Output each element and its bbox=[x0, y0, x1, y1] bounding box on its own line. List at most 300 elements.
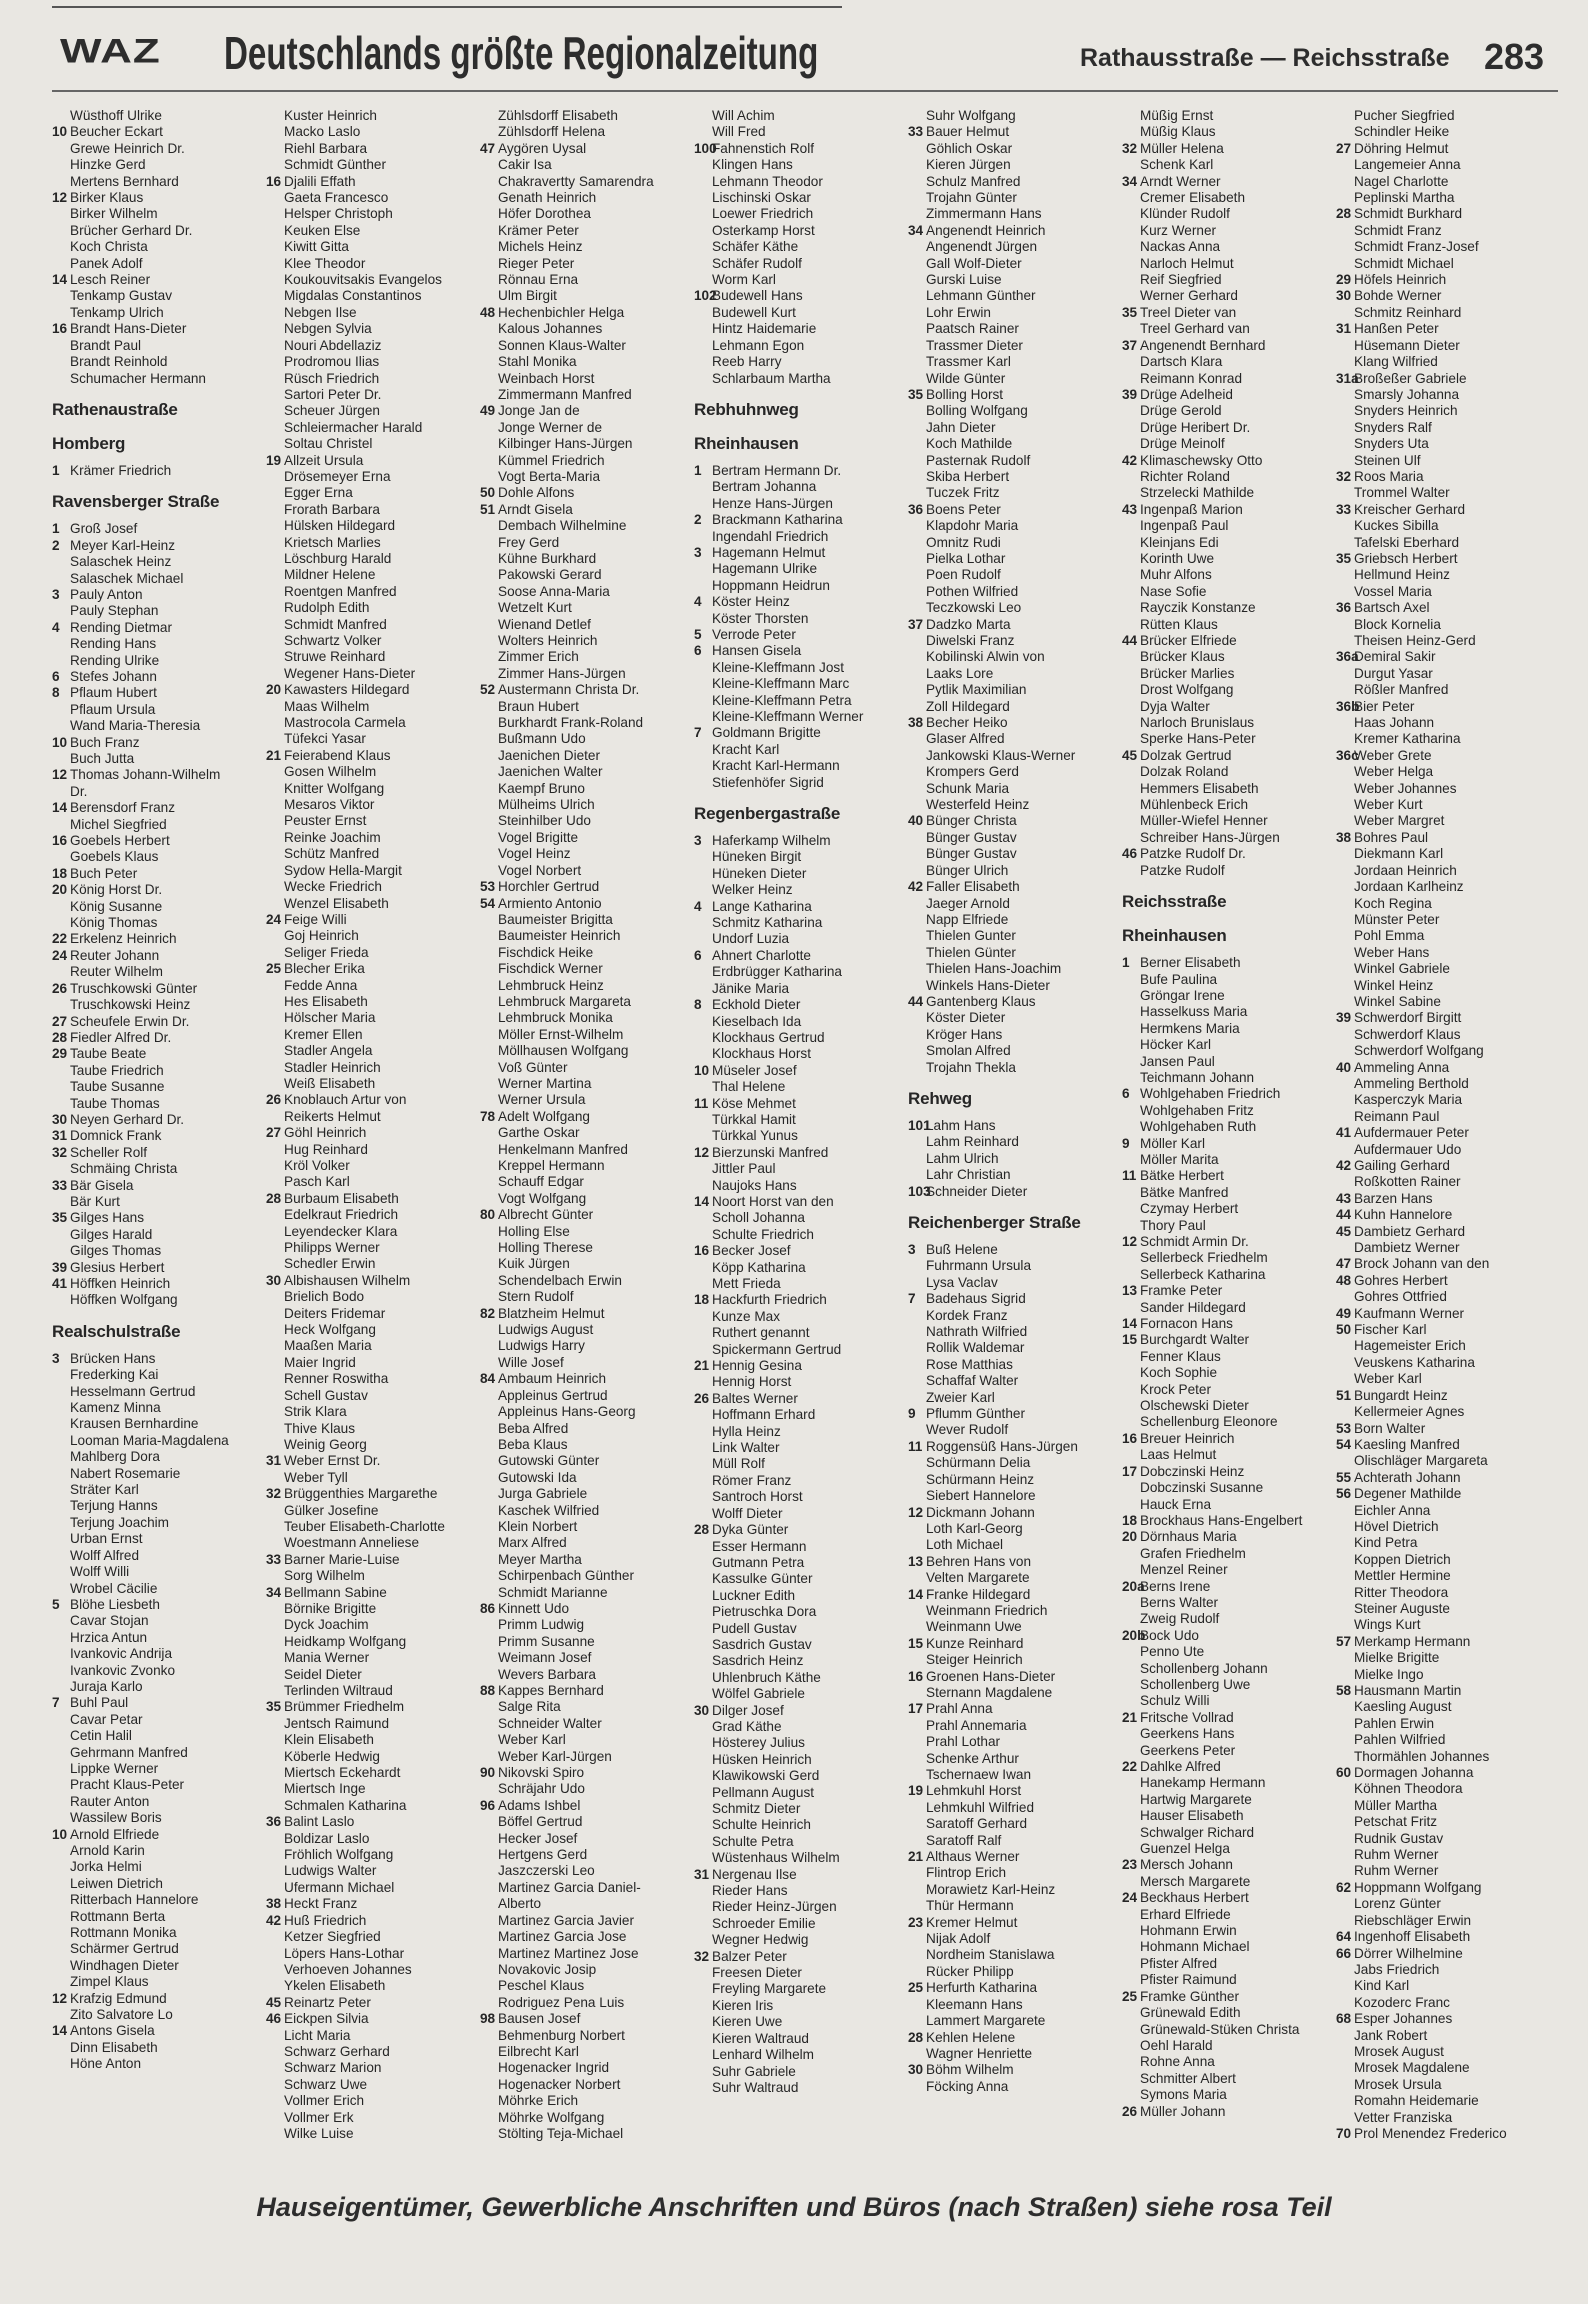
street-heading: Rathenaustraße bbox=[52, 399, 178, 419]
resident-name: König Thomas bbox=[70, 915, 158, 931]
house-number: 29 bbox=[1336, 272, 1352, 288]
resident-name: Wolff Willi bbox=[70, 1564, 130, 1580]
resident-name: Vogel Heinz bbox=[498, 846, 571, 862]
listing-entry bbox=[266, 1092, 471, 1108]
resident-name: Höffken Heinrich bbox=[70, 1276, 171, 1291]
listing-entry bbox=[1122, 1234, 1327, 1250]
listing-entry bbox=[908, 1390, 1113, 1406]
resident-name: Sellerbeck Katharina bbox=[1140, 1266, 1266, 1282]
resident-name: Rottmann Monika bbox=[70, 1925, 177, 1941]
listing-entry bbox=[266, 1338, 471, 1354]
listing-entry bbox=[480, 1371, 685, 1387]
resident-name: Spickermann Gertrud bbox=[712, 1341, 842, 1357]
listing-entry bbox=[266, 1568, 471, 1584]
resident-name: Bierzunski Manfred bbox=[712, 1144, 829, 1160]
resident-name: Henkelmann Manfred bbox=[498, 1141, 628, 1157]
listing-entry bbox=[52, 321, 257, 337]
resident-name: Sperke Hans-Peter bbox=[1140, 731, 1256, 747]
resident-name: Jentsch Raimund bbox=[284, 1715, 390, 1731]
listing-entry bbox=[480, 174, 685, 190]
resident-name: Schaffaf Walter bbox=[926, 1373, 1019, 1389]
listing-entry bbox=[908, 666, 1113, 682]
listing-entry bbox=[480, 1158, 685, 1174]
listing-entry bbox=[52, 1351, 257, 1367]
resident-name: Salaschek Heinz bbox=[70, 554, 172, 570]
listing-entry bbox=[1122, 1874, 1327, 1890]
resident-name: Angenendt Jürgen bbox=[926, 239, 1038, 255]
resident-name: Kuster Heinrich bbox=[284, 108, 377, 123]
resident-name: Kalous Johannes bbox=[498, 321, 603, 337]
listing-entry bbox=[480, 797, 685, 813]
listing-entry bbox=[908, 338, 1113, 354]
listing-entry bbox=[694, 1850, 899, 1866]
listing-entry bbox=[1122, 1021, 1327, 1037]
resident-name: Windhagen Dieter bbox=[70, 1957, 179, 1973]
house-number: 35 bbox=[52, 1210, 68, 1226]
resident-name: Reimann Paul bbox=[1354, 1108, 1440, 1124]
listing-entry bbox=[1122, 1004, 1327, 1020]
listing-entry bbox=[694, 1653, 899, 1669]
house-number: 100 bbox=[694, 140, 717, 156]
listing-entry bbox=[908, 1406, 1113, 1422]
resident-name: Reuter Johann bbox=[70, 947, 160, 963]
listing-entry bbox=[480, 666, 685, 682]
resident-name: Schäfer Käthe bbox=[712, 239, 799, 255]
resident-name: Will Achim bbox=[712, 108, 775, 123]
listing-entry bbox=[908, 1734, 1113, 1750]
house-number: 35 bbox=[266, 1699, 282, 1715]
resident-name: Drost Wolfgang bbox=[1140, 682, 1234, 698]
resident-name: Werner Martina bbox=[498, 1075, 592, 1091]
resident-name: Wüstenhaus Wilhelm bbox=[712, 1850, 840, 1866]
listing-entry bbox=[52, 931, 257, 947]
listing-entry bbox=[1122, 1677, 1327, 1693]
resident-name: Baumeister Brigitta bbox=[498, 911, 613, 927]
resident-name: Loth Michael bbox=[926, 1537, 1004, 1553]
resident-name: Juraja Karlo bbox=[70, 1678, 143, 1694]
resident-name: Müller Helena bbox=[1140, 140, 1224, 156]
resident-name: Nabert Rosemarie bbox=[70, 1465, 181, 1481]
resident-name: Fischer Karl bbox=[1354, 1322, 1427, 1338]
house-number: 6 bbox=[1122, 1086, 1130, 1102]
listing-entry bbox=[1122, 1283, 1327, 1299]
listing-entry bbox=[1122, 305, 1327, 321]
resident-name: Winkel Gabriele bbox=[1354, 961, 1450, 977]
listing-entry bbox=[1336, 879, 1541, 895]
resident-name: Kleine-Kleffmann Marc bbox=[712, 676, 850, 692]
listing-entry bbox=[52, 1145, 257, 1161]
house-number: 19 bbox=[908, 1783, 924, 1799]
house-number: 35 bbox=[908, 386, 924, 402]
listing-entry bbox=[1122, 1447, 1327, 1463]
listing-entry bbox=[694, 1194, 899, 1210]
house-number: 28 bbox=[1336, 206, 1352, 222]
listing-entry bbox=[52, 1227, 257, 1243]
listing-entry bbox=[908, 1783, 1113, 1799]
listing-entry bbox=[1122, 1595, 1327, 1611]
house-number: 32 bbox=[1122, 140, 1138, 156]
resident-name: Jurga Gabriele bbox=[498, 1486, 588, 1502]
resident-name: Rieger Peter bbox=[498, 255, 575, 271]
listing-entry bbox=[52, 288, 257, 304]
resident-name: Terjung Joachim bbox=[70, 1514, 169, 1530]
resident-name: Jordaan Heinrich bbox=[1354, 862, 1457, 878]
resident-name: Lehmann Günther bbox=[926, 288, 1036, 304]
resident-name: Kieren Jürgen bbox=[926, 157, 1011, 173]
listing-entry bbox=[52, 915, 257, 931]
listing-entry bbox=[908, 2030, 1113, 2046]
listing-entry bbox=[52, 1260, 257, 1276]
resident-name: Bellmann Sabine bbox=[284, 1584, 387, 1600]
resident-name: Balint Laslo bbox=[284, 1814, 355, 1830]
listing-entry bbox=[1122, 584, 1327, 600]
listing-entry bbox=[908, 846, 1113, 862]
listing-entry bbox=[266, 1847, 471, 1863]
resident-name: Tuczek Fritz bbox=[926, 485, 1000, 501]
listing-entry bbox=[908, 994, 1113, 1010]
listing-entry bbox=[1336, 797, 1541, 813]
resident-name: Thielen Hans-Joachim bbox=[926, 961, 1062, 977]
resident-name: Ykelen Elisabeth bbox=[284, 1978, 386, 1994]
resident-name: Mrosek Magdalene bbox=[1354, 2060, 1470, 2076]
listing-entry bbox=[908, 731, 1113, 747]
resident-name: Behren Hans von bbox=[926, 1553, 1032, 1569]
house-number: 48 bbox=[480, 304, 496, 320]
resident-name: Tschernaew Iwan bbox=[926, 1767, 1032, 1782]
resident-name: Weber Karl bbox=[1354, 1371, 1422, 1387]
resident-name: Wetzelt Kurt bbox=[498, 600, 572, 616]
resident-name: Budewell Hans bbox=[712, 288, 803, 304]
resident-name: Schollenberg Uwe bbox=[1140, 1676, 1251, 1692]
resident-name: Barzen Hans bbox=[1354, 1190, 1433, 1206]
listing-entry bbox=[52, 1292, 257, 1308]
house-number: 4 bbox=[52, 619, 60, 635]
listing-entry bbox=[1336, 1535, 1541, 1551]
resident-name: Sträter Karl bbox=[70, 1482, 139, 1498]
resident-name: Thory Paul bbox=[1140, 1217, 1206, 1233]
resident-name: Böhm Wilhelm bbox=[926, 2062, 1014, 2078]
listing-entry bbox=[480, 420, 685, 436]
listing-entry bbox=[694, 371, 899, 387]
listing-entry bbox=[1336, 469, 1541, 485]
resident-name: Schleiermacher Harald bbox=[284, 419, 423, 435]
listing-entry bbox=[480, 1880, 685, 1896]
resident-name: Miertsch Inge bbox=[284, 1781, 366, 1797]
listing-entry bbox=[52, 1367, 257, 1383]
resident-name: Schwartz Volker bbox=[284, 633, 382, 648]
resident-name: Rößler Manfred bbox=[1354, 682, 1449, 698]
street-range: Rathausstraße — Reichsstraße bbox=[1080, 44, 1450, 72]
column-4 bbox=[694, 108, 899, 2096]
house-number: 10 bbox=[694, 1062, 710, 1078]
resident-name: Dr. bbox=[70, 783, 88, 799]
resident-name: Müseler Josef bbox=[712, 1062, 797, 1078]
house-number: 37 bbox=[1122, 337, 1138, 353]
listing-entry bbox=[480, 1092, 685, 1108]
resident-name: Freyling Margarete bbox=[712, 1981, 827, 1997]
resident-name: Bertram Johanna bbox=[712, 479, 817, 495]
listing-entry bbox=[1336, 272, 1541, 288]
listing-entry bbox=[266, 387, 471, 403]
resident-name: Snyders Heinrich bbox=[1354, 403, 1458, 419]
listing-entry bbox=[480, 748, 685, 764]
resident-name: Rudolph Edith bbox=[284, 600, 370, 616]
resident-name: Köster Dieter bbox=[926, 1010, 1006, 1026]
resident-name: Bohres Paul bbox=[1354, 829, 1429, 845]
listing-entry bbox=[480, 928, 685, 944]
listing-entry bbox=[480, 141, 685, 157]
resident-name: Appleinus Gertrud bbox=[498, 1387, 608, 1403]
listing-entry bbox=[694, 709, 899, 725]
listing-entry bbox=[1336, 1174, 1541, 1190]
listing-entry bbox=[1336, 190, 1541, 206]
resident-name: Brock Johann van den bbox=[1354, 1256, 1490, 1272]
resident-name: Hennig Gesina bbox=[712, 1358, 802, 1374]
resident-name: Jaenichen Walter bbox=[498, 764, 603, 780]
listing-entry bbox=[1336, 1224, 1541, 1240]
resident-name: Hogenacker Norbert bbox=[498, 2076, 621, 2092]
resident-name: Dyja Walter bbox=[1140, 698, 1210, 714]
listing-entry bbox=[1122, 1382, 1327, 1398]
listing-entry bbox=[694, 1309, 899, 1325]
resident-name: Jordaan Karlheinz bbox=[1354, 879, 1464, 895]
resident-name: Bier Peter bbox=[1354, 698, 1415, 714]
resident-name: Demiral Sakir bbox=[1354, 649, 1436, 665]
resident-name: Thielen Gunter bbox=[926, 928, 1016, 944]
resident-name: Truschkowski Günter bbox=[70, 980, 198, 996]
listing-entry bbox=[1336, 1781, 1541, 1797]
listing-entry bbox=[1336, 2060, 1541, 2076]
listing-entry bbox=[1122, 764, 1327, 780]
resident-name: Naujoks Hans bbox=[712, 1177, 797, 1193]
listing-entry bbox=[908, 2079, 1113, 2095]
resident-name: Schmitz Reinhard bbox=[1354, 304, 1462, 320]
listing-entry bbox=[266, 1535, 471, 1551]
house-number: 26 bbox=[266, 1092, 282, 1108]
listing-entry bbox=[1336, 1568, 1541, 1584]
resident-name: Frorath Barbara bbox=[284, 501, 380, 517]
resident-name: Loewer Friedrich bbox=[712, 206, 814, 222]
resident-name: Scholl Johanna bbox=[712, 1210, 805, 1226]
house-number: 25 bbox=[908, 1980, 924, 1996]
resident-name: Wevers Barbara bbox=[498, 1666, 596, 1682]
resident-name: Salaschek Michael bbox=[70, 570, 184, 586]
resident-name: Durgut Yasar bbox=[1354, 665, 1433, 681]
listing-entry bbox=[694, 1456, 899, 1472]
resident-name: Gaeta Francesco bbox=[284, 190, 389, 206]
listing-entry bbox=[52, 1679, 257, 1695]
resident-name: Wings Kurt bbox=[1354, 1617, 1421, 1633]
listing-entry bbox=[1336, 1798, 1541, 1814]
resident-name: Buch Jutta bbox=[70, 751, 135, 766]
listing-entry bbox=[1336, 1863, 1541, 1879]
resident-name: Brielich Bodo bbox=[284, 1289, 365, 1305]
listing-entry bbox=[480, 321, 685, 337]
resident-name: Taube Friedrich bbox=[70, 1062, 164, 1078]
house-number: 54 bbox=[480, 895, 496, 911]
resident-name: Lehmbruck Margareta bbox=[498, 993, 631, 1009]
resident-name: Kieselbach Ida bbox=[712, 1013, 802, 1029]
listing-entry bbox=[266, 1962, 471, 1978]
listing-entry bbox=[1122, 1726, 1327, 1742]
listing-entry bbox=[694, 2064, 899, 2080]
street-heading: Realschulstraße bbox=[52, 1321, 181, 1341]
resident-name: Dambietz Gerhard bbox=[1354, 1223, 1466, 1239]
listing-entry bbox=[1122, 1464, 1327, 1480]
listing-entry bbox=[1122, 485, 1327, 501]
listing-entry bbox=[694, 354, 899, 370]
listing-entry bbox=[908, 879, 1113, 895]
resident-name: Keuken Else bbox=[284, 222, 361, 238]
house-number: 45 bbox=[266, 1994, 282, 2010]
resident-name: Will Fred bbox=[712, 124, 766, 140]
resident-name: Teuber Elisabeth-Charlotte bbox=[284, 1518, 445, 1534]
listing-entry bbox=[694, 627, 899, 643]
listing-entry bbox=[694, 1555, 899, 1571]
resident-name: Brandt Paul bbox=[70, 337, 142, 353]
listing-entry bbox=[1336, 666, 1541, 682]
resident-name: Voß Günter bbox=[498, 1059, 568, 1075]
resident-name: Weber Hans bbox=[1354, 944, 1430, 960]
house-number: 12 bbox=[52, 1990, 68, 2006]
resident-name: Lammert Margarete bbox=[926, 2013, 1046, 2029]
listing-entry bbox=[694, 660, 899, 676]
listing-entry bbox=[1122, 2104, 1327, 2120]
resident-name: Antons Gisela bbox=[70, 2023, 155, 2039]
house-number: 78 bbox=[480, 1108, 496, 1124]
listing-entry bbox=[52, 817, 257, 833]
listing-entry bbox=[266, 1240, 471, 1256]
listing-entry bbox=[1122, 715, 1327, 731]
listing-entry bbox=[1336, 1453, 1541, 1469]
listing-entry bbox=[694, 1243, 899, 1259]
listing-entry bbox=[266, 879, 471, 895]
resident-name: Dickmann Johann bbox=[926, 1504, 1035, 1520]
listing-entry bbox=[266, 469, 471, 485]
listing-entry bbox=[480, 1863, 685, 1879]
listing-entry bbox=[694, 1604, 899, 1620]
resident-name: Schulte Petra bbox=[712, 1833, 794, 1849]
listing-entry bbox=[266, 764, 471, 780]
resident-name: Hagemeister Erich bbox=[1354, 1338, 1466, 1354]
listing-entry bbox=[480, 945, 685, 961]
listing-entry bbox=[1336, 1306, 1541, 1322]
resident-name: Geerkens Hans bbox=[1140, 1726, 1235, 1742]
resident-name: Drüge Meinolf bbox=[1140, 436, 1225, 452]
listing-entry bbox=[1336, 1650, 1541, 1666]
listing-entry bbox=[266, 1880, 471, 1896]
resident-name: Frey Gerd bbox=[498, 534, 560, 550]
listing-entry bbox=[266, 1716, 471, 1732]
house-number: 14 bbox=[52, 2023, 68, 2039]
listing-entry bbox=[1122, 2022, 1327, 2038]
resident-name: Pracht Klaus-Peter bbox=[70, 1777, 185, 1793]
listing-entry bbox=[1122, 781, 1327, 797]
house-number: 12 bbox=[1122, 1234, 1138, 1249]
listing-entry bbox=[908, 584, 1113, 600]
resident-name: Feige Willi bbox=[284, 911, 347, 927]
resident-name: Ruhm Werner bbox=[1354, 1863, 1439, 1879]
listing-entry bbox=[52, 1400, 257, 1416]
listing-entry bbox=[52, 1046, 257, 1062]
listing-entry bbox=[908, 1882, 1113, 1898]
listing-entry bbox=[694, 321, 899, 337]
resident-name: Möller Ernst-Wilhelm bbox=[498, 1026, 624, 1042]
resident-name: Skiba Herbert bbox=[926, 468, 1010, 484]
house-number: 43 bbox=[1336, 1190, 1352, 1206]
resident-name: Weinmann Uwe bbox=[926, 1619, 1022, 1635]
listing-entry bbox=[694, 2014, 899, 2030]
listing-entry bbox=[694, 1473, 899, 1489]
resident-name: Winkels Hans-Dieter bbox=[926, 977, 1050, 993]
house-number: 30 bbox=[1336, 288, 1352, 304]
listing-entry bbox=[1122, 813, 1327, 829]
house-number: 49 bbox=[480, 403, 496, 419]
listing-entry bbox=[266, 1158, 471, 1174]
listing-entry bbox=[480, 453, 685, 469]
listing-entry bbox=[52, 1515, 257, 1531]
listing-entry bbox=[266, 1486, 471, 1502]
resident-name: Struwe Reinhard bbox=[284, 649, 386, 665]
resident-name: Geerkens Peter bbox=[1140, 1742, 1236, 1758]
resident-name: Kieren Uwe bbox=[712, 2014, 783, 2030]
resident-name: Kawasters Hildegard bbox=[284, 682, 410, 698]
listing-entry bbox=[266, 945, 471, 961]
resident-name: Blecher Erika bbox=[284, 961, 365, 977]
house-number: 98 bbox=[480, 2011, 496, 2027]
listing-entry bbox=[694, 594, 899, 610]
listing-entry bbox=[52, 1128, 257, 1144]
resident-name: Koukouvitsakis Evangelos bbox=[284, 272, 442, 288]
listing-entry bbox=[694, 1588, 899, 1604]
listing-entry bbox=[52, 735, 257, 751]
resident-name: Schendelbach Erwin bbox=[498, 1272, 622, 1288]
listing-entry bbox=[1122, 600, 1327, 616]
resident-name: Pahlen Wilfried bbox=[1354, 1732, 1446, 1748]
listing-entry bbox=[52, 2040, 257, 2056]
house-number: 28 bbox=[266, 1190, 282, 1206]
listing-entry bbox=[52, 272, 257, 288]
resident-name: Patzke Rudolf Dr. bbox=[1140, 846, 1246, 862]
house-number: 4 bbox=[694, 594, 702, 610]
resident-name: Domnick Frank bbox=[70, 1128, 162, 1144]
resident-name: Ingenpaß Marion bbox=[1140, 501, 1243, 517]
resident-name: Czymay Herbert bbox=[1140, 1201, 1239, 1217]
resident-name: Steinen Ulf bbox=[1354, 452, 1421, 468]
resident-name: Grewe Heinrich Dr. bbox=[70, 140, 185, 156]
listing-entry bbox=[1336, 453, 1541, 469]
resident-name: Helsper Christoph bbox=[284, 206, 393, 222]
resident-name: Freesen Dieter bbox=[712, 1965, 802, 1981]
resident-name: Knoblauch Artur von bbox=[284, 1092, 407, 1108]
listing-entry bbox=[480, 1913, 685, 1929]
resident-name: Reinartz Peter bbox=[284, 1994, 371, 2010]
listing-entry bbox=[52, 669, 257, 685]
resident-name: Koch Christa bbox=[70, 239, 148, 255]
resident-name: Seidel Dieter bbox=[284, 1666, 362, 1682]
resident-name: Lysa Vaclav bbox=[926, 1274, 998, 1290]
resident-name: Broßeßer Gabriele bbox=[1354, 370, 1467, 386]
resident-name: Miertsch Eckehardt bbox=[284, 1765, 401, 1781]
listing-entry bbox=[266, 551, 471, 567]
listing-entry bbox=[908, 1521, 1113, 1537]
resident-name: Roßkotten Rainer bbox=[1354, 1174, 1461, 1190]
listing-entry bbox=[52, 1712, 257, 1728]
house-number: 8 bbox=[694, 997, 702, 1013]
listing-entry bbox=[908, 1652, 1113, 1668]
resident-name: Kaesling Manfred bbox=[1354, 1436, 1460, 1452]
listing-entry bbox=[52, 1564, 257, 1580]
